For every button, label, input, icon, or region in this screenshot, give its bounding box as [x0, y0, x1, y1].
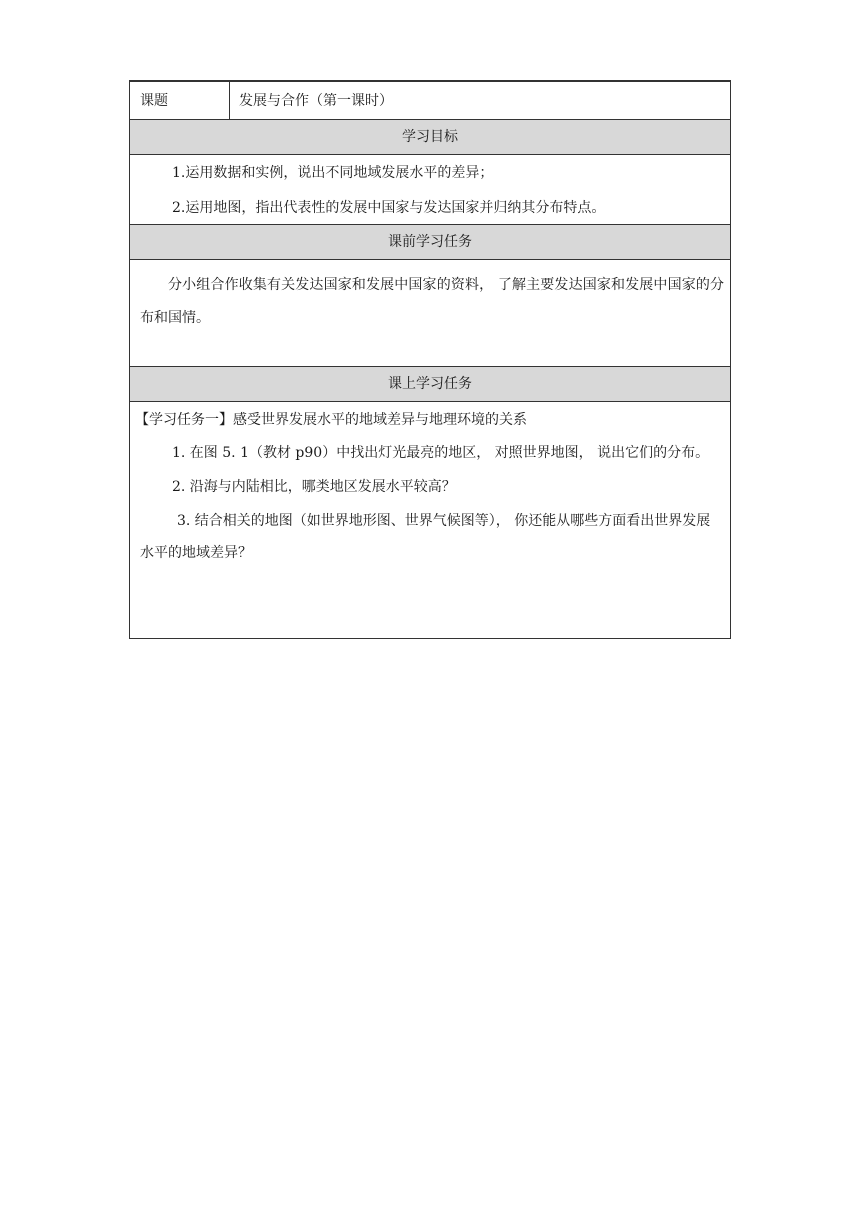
pre-class-body: [130, 260, 730, 367]
goal-item-2: 2.运用地图，指出代表性的发展中国家与发达国家并归纳其分布特点。: [172, 200, 606, 216]
pre-class-text: 分小组合作收集有关发达国家和发展中国家的资料， 了解主要发达国家和发展中国家的分布和国情。: [140, 277, 724, 326]
topic-row: [130, 82, 730, 120]
pre-class-header: 课前学习任务: [130, 225, 730, 260]
topic-value: 发展与合作（第一课时）: [239, 93, 393, 109]
task-item-3: 3. 结合相关的地图（如世界地形图、世界气候图等）， 你还能从哪些方面看出世界发展水平的地域差异？: [140, 513, 711, 561]
task-item-2: 2. 沿海与内陆相比，哪类地区发展水平较高？: [172, 479, 456, 495]
goals-body: [130, 155, 730, 225]
in-class-header: 课上学习任务: [130, 367, 730, 402]
goal-item-1: 1.运用数据和实例，说出不同地域发展水平的差异；: [172, 165, 494, 181]
task-one-heading: 【学习任务一】感受世界发展水平的地域差异与地理环境的关系: [135, 412, 527, 428]
task-item-1: 1. 在图 5. 1（教材 p90）中找出灯光最亮的地区， 对照世界地图， 说出它们的分布。: [172, 445, 710, 461]
topic-label: 课题: [130, 82, 230, 119]
in-class-body: [130, 402, 730, 638]
goals-header: 学习目标: [130, 120, 730, 155]
lesson-plan-table: [129, 80, 731, 639]
